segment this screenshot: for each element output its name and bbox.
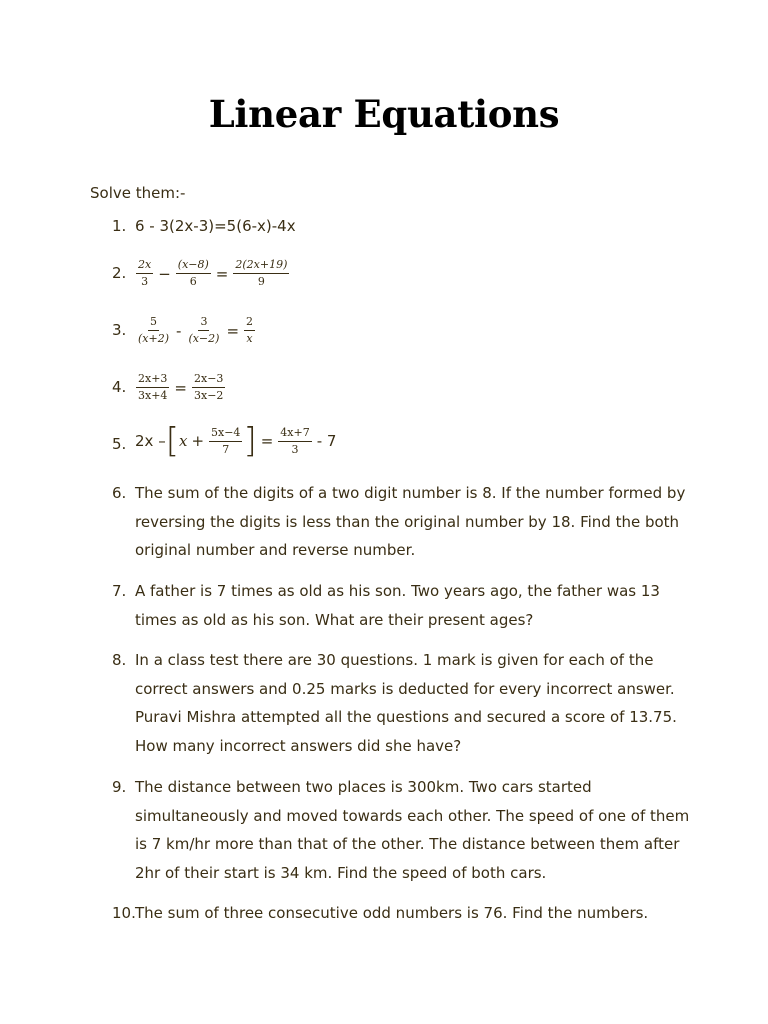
question-number: 6. (112, 484, 127, 502)
question-number: 7. (112, 582, 127, 600)
fraction: $\frac{5}{(x+2)}$ (138, 315, 170, 345)
equation: 2x – [ x + $\frac{5x-4}{7}$ ] = $\frac{4x+7}{3}$ - 7 (135, 421, 337, 461)
question-text: The sum of the digits of a two digit number is 8. If the number formed by reversing the digits is less than the original number by 18. Find the both original number and reverse number. (135, 484, 686, 559)
instructions: Solve them:- (90, 184, 186, 202)
question-number: 10. (112, 904, 136, 922)
question-text: A father is 7 times as old as his son. Two years ago, the father was 13 times as old as his son. What are their present ages? (135, 582, 660, 629)
question-number: 9. (112, 778, 127, 796)
question-number: 8. (112, 651, 127, 669)
left-bracket: [ (165, 421, 179, 461)
fraction: $\frac{2(2x+19)}{9}$ (235, 258, 288, 288)
question-text: In a class test there are 30 questions. 1 mark is given for each of the correct answers and 0.25 marks is deducted for every incorrect answer. Puravi Mishra attempted all the questions and secured a score of 13.75. How many incorrect answers did she have? (135, 651, 677, 755)
equation: $\frac{2x+3}{3x+4}$ = $\frac{2x-3}{3x-2}$ (138, 372, 224, 402)
fraction: $\frac{2x+3}{3x+4}$ (138, 372, 168, 402)
fraction: $\frac{2x}{3}$ (138, 258, 152, 288)
question-number: 2. (112, 264, 127, 282)
question-number: 4. (112, 378, 127, 396)
question-text: The sum of three consecutive odd numbers is 76. Find the numbers. (135, 904, 649, 922)
question-number: 1. (112, 217, 127, 235)
equation: $\frac{2x}{3}$ − $\frac{(x-8)}{6}$ = $\frac{2(2x+19)}{9}$ (138, 258, 288, 288)
fraction: $\frac{5x-4}{7}$ (211, 425, 241, 456)
question-number: 5. (112, 435, 127, 453)
fraction: $\frac{4x+7}{3}$ (280, 425, 310, 456)
question-number: 3. (112, 321, 127, 339)
equation: 6 - 3(2x-3)=5(6-x)-4x (135, 217, 296, 235)
equation: $\frac{5}{(x+2)}$ - $\frac{3}{(x-2)}$ = $\frac{2}{x}$ (138, 315, 254, 345)
fraction: $\frac{2}{x}$ (246, 315, 254, 345)
fraction: $\frac{(x-8)}{6}$ (177, 258, 209, 288)
fraction: $\frac{2x-3}{3x-2}$ (194, 372, 224, 402)
right-bracket: ] (243, 421, 257, 461)
question-text: The distance between two places is 300km. Two cars started simultaneously and moved towards each other. The speed of one of them is 7 km/hr more than that of the other. The distance between them after 2hr of their start is 34 km. Find the speed of both cars. (135, 778, 690, 882)
page-title: Linear Equations (208, 92, 560, 136)
fraction: $\frac{3}{(x-2)}$ (188, 315, 220, 345)
